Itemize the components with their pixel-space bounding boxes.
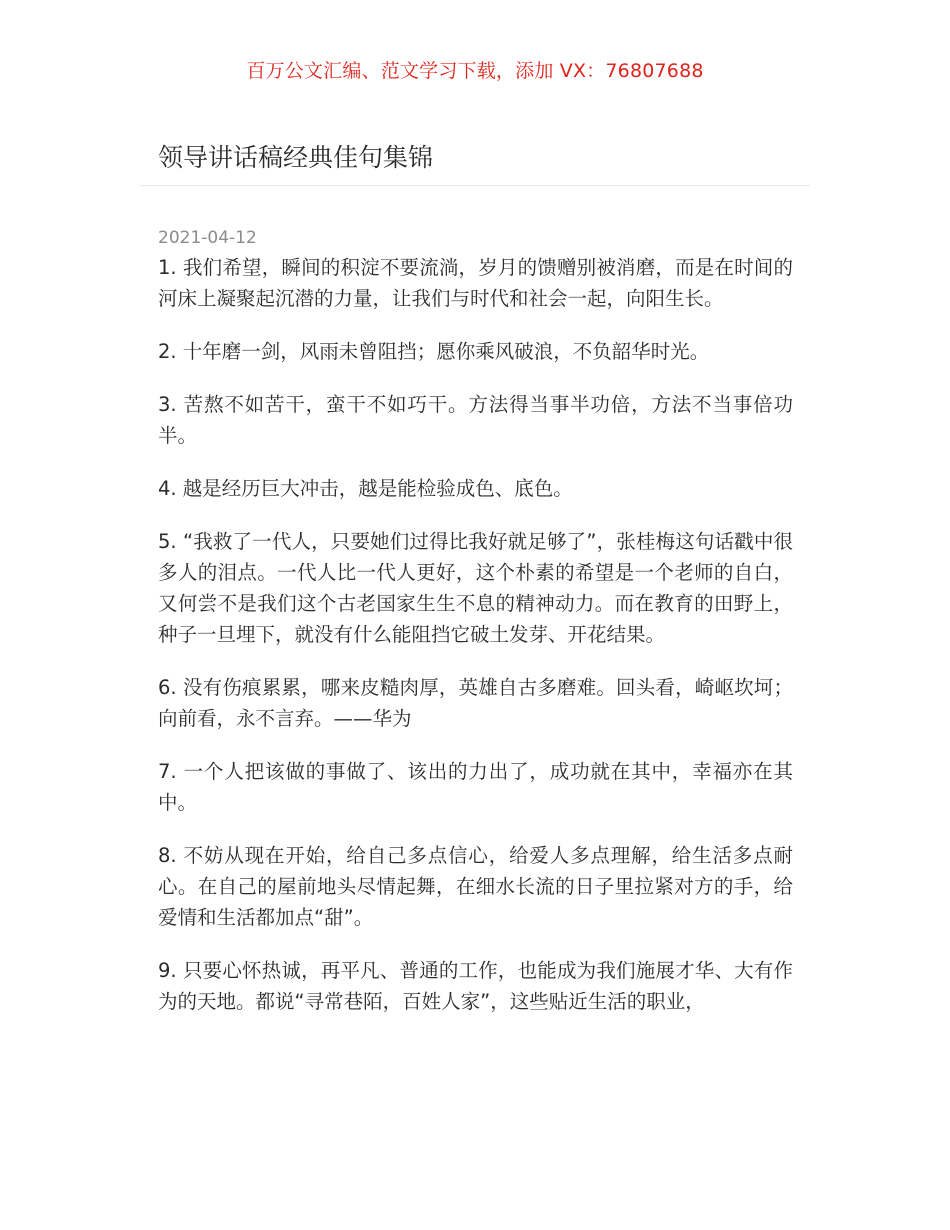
paragraph-2: 2. 十年磨一剑，风雨未曾阻挡；愿你乘风破浪，不负韶华时光。 [158,340,710,363]
paragraph-6: 6. 没有伤痕累累，哪来皮糙肉厚，英雄自古多磨难。回头看，崎岖坎坷；向前看，永不言弃。——华为 [158,676,793,730]
paragraph-8: 8. 不妨从现在开始，给自己多点信心，给爱人多点理解，给生活多点耐心。在自己的屋前地头尽情起舞，在细水长流的日子里拉紧对方的手，给爱情和生活都加点“甜”。 [158,844,793,929]
paragraph-9: 9. 只要心怀热诚，再平凡、普通的工作，也能成为我们施展才华、大有作为的天地。都说“寻常巷陌，百姓人家”，这些贴近生活的职业， [158,959,793,1013]
paragraph-5: 5. “我救了一代人，只要她们过得比我好就足够了”，张桂梅这句话戳中很多人的泪点。一代人比一代人更好，这个朴素的希望是一个老师的自白，又何尝不是我们这个古老国家生生不息的精神动力。而在教育的田野上，种子一旦埋下，就没有什么能阻挡它破土发芽、开花结果。 [158,530,793,646]
paragraph-3: 3. 苦熬不如苦干，蛮干不如巧干。方法得当事半功倍，方法不当事倍功半。 [158,393,793,447]
promo-banner: 百万公文汇编、范文学习下载，添加 VX：76807688 [246,60,704,82]
article-title: 领导讲话稿经典佳句集锦 [158,143,434,172]
paragraph-7: 7. 一个人把该做的事做了、该出的力出了，成功就在其中，幸福亦在其中。 [158,760,793,814]
paragraph-1: 1. 我们希望，瞬间的积淀不要流淌，岁月的馈赠别被消磨，而是在时间的河床上凝聚起沉潜的力量，让我们与时代和社会一起，向阳生长。 [158,256,793,310]
paragraph-4: 4. 越是经历巨大冲击，越是能检验成色、底色。 [158,477,573,500]
publish-date: 2021-04-12 [158,228,257,248]
title-divider [140,185,810,186]
article-body [158,252,793,1039]
